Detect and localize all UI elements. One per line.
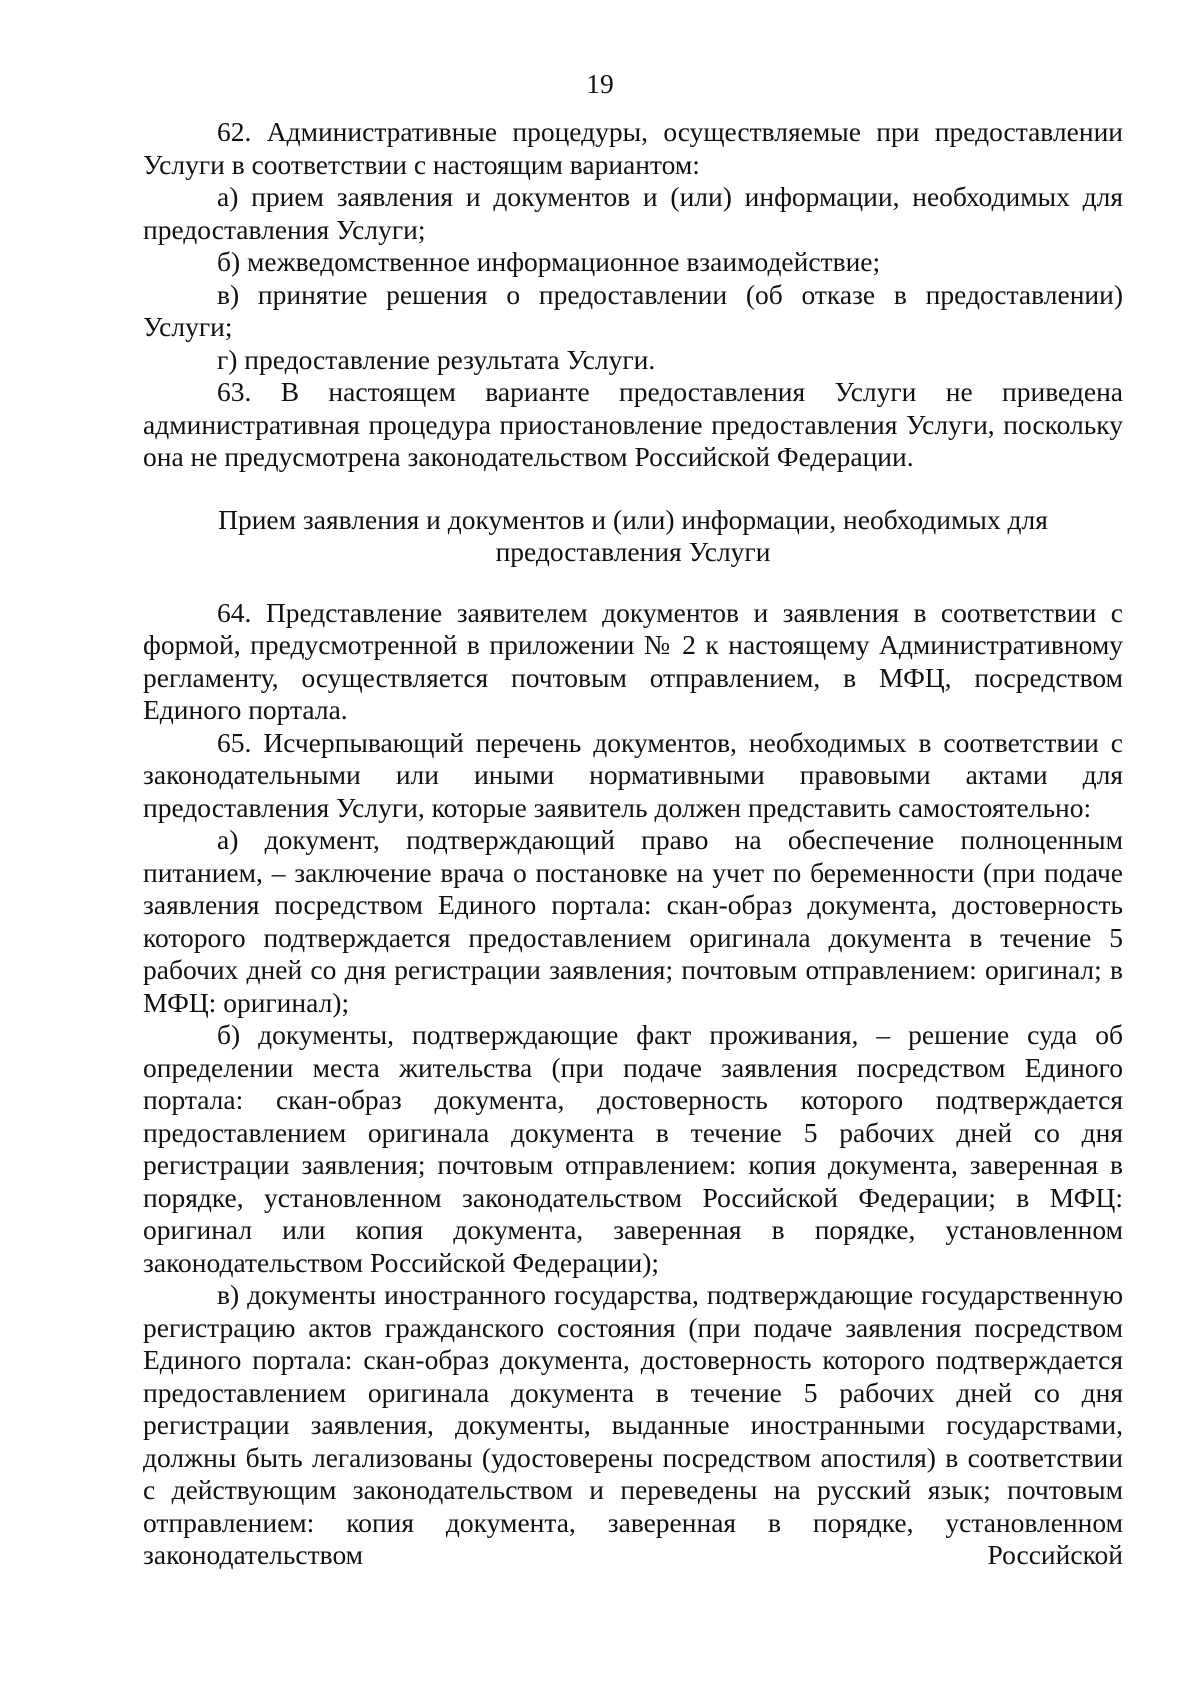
page-number: 19 — [586, 68, 614, 99]
list-item-g: г) предоставление результата Услуги. — [217, 343, 656, 375]
paragraph-62: 62. Административные процедуры, осуществляемые при предоставлении Услуги в соответствии с настоящим вариантом: — [143, 116, 1123, 180]
list-item-65-b: б) документы, подтверждающие факт проживания, – решение суда об определении места жительства (при подаче заявления посредством Единого портала: скан-образ документа, достоверность которого подтверждается предоставлением оригинала документа в течение 5 рабочих дней со дня регистрации заявления; почтовым отправлением: копия документа, заверенная в порядке, установленном законодательством Российской Федерации; в МФЦ: оригинал или копия документа, заверенная в порядке, установленном законодательством Российской Федерации); — [143, 1019, 1123, 1278]
list-item-v: в) принятие решения о предоставлении (об отказе в предоставлении) Услуги; — [143, 278, 1123, 342]
list-item-65-a: а) документ, подтверждающий право на обеспечение полноценным питанием, – заключение врача о постановке на учет по беременности (при подаче заявления посредством Единого портала: скан-образ документа, достоверность которого подтверждается предоставлением оригинала документа в течение 5 рабочих дней со дня регистрации заявления; почтовым отправлением: оригинал; в МФЦ: оригинал); — [143, 824, 1123, 1018]
section-heading — [143, 504, 1123, 569]
paragraph-65: 65. Исчерпывающий перечень документов, необходимых в соответствии с законодательными или иными нормативными правовыми актами для предоставления Услуги, которые заявитель должен представить самостоятельно: — [143, 726, 1123, 823]
list-item-a: а) прием заявления и документов и (или) информации, необходимых для предоставления Услуги; — [143, 181, 1123, 245]
list-item-b: б) межведомственное информационное взаимодействие; — [217, 246, 881, 277]
list-item-65-v: в) документы иностранного государства, подтверждающие государственную регистрацию актов гражданского состояния (при подаче заявления посредством Единого портала: скан-образ документа, достоверность которого подтверждается предоставлением оригинала документа в течение 5 рабочих дней со дня регистрации заявления, документы, выданные иностранными государствами, должны быть легализованы (удостоверены посредством апостиля) в соответствии с действующим законодательством и переведены на русский язык; почтовым отправлением: копия документа, заверенная в порядке, установленном законодательством Российской — [143, 1279, 1123, 1570]
section-heading-line-1: Прием заявления и документов и (или) информации, необходимых для — [218, 503, 1048, 535]
paragraph-63: 63. В настоящем варианте предоставления Услуги не приведена административная процедура приостановление предоставления Услуги, поскольку она не предусмотрена законодательством Российской Федерации. — [143, 376, 1123, 472]
paragraph-64: 64. Представление заявителем документов и заявления в соответствии с формой, предусмотренной в приложении № 2 к настоящему Административному регламенту, осуществляется почтовым отправлением, в МФЦ, посредством Единого портала. — [143, 596, 1123, 725]
section-heading-line-2: предоставления Услуги — [495, 536, 771, 567]
document-body — [143, 116, 1123, 1572]
